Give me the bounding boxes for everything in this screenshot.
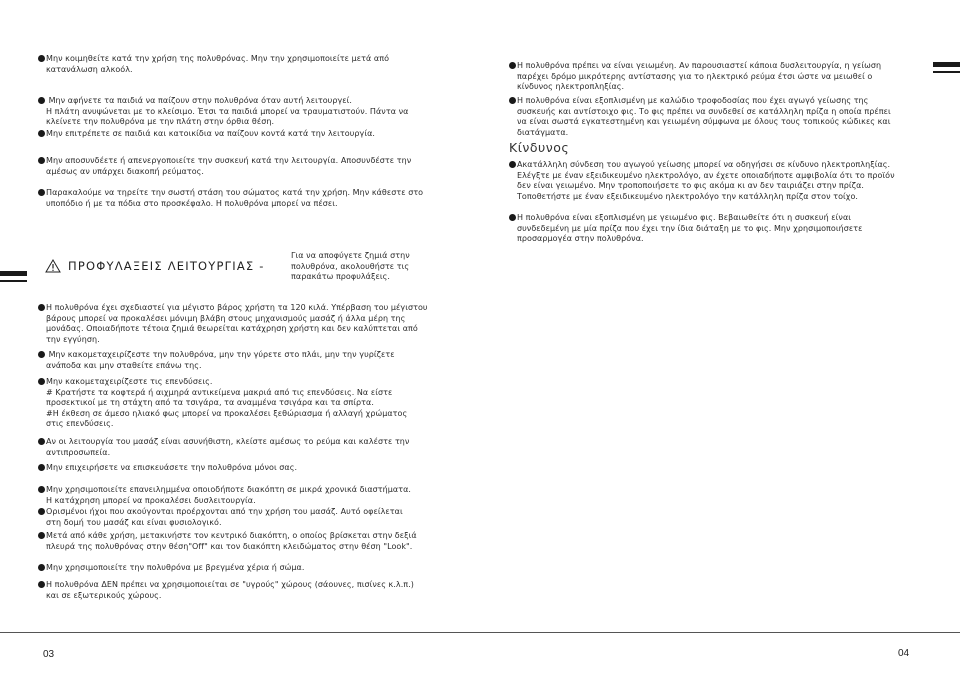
text-line: δεν είναι γειωμένο. Μην τροποποιήσετε το φις ακόμα κι αν δεν ταιριάζει στην πρίζα. — [517, 181, 864, 191]
warning-note-line: πολυθρόνα, ακολουθήστε τις — [291, 261, 410, 271]
bullet-dot-icon — [509, 62, 516, 69]
bullet-paragraph — [38, 485, 411, 506]
bullet-dot-icon — [38, 378, 45, 385]
bullet-dot-icon — [38, 464, 45, 471]
bullet-paragraph — [38, 129, 375, 140]
warning-triangle-icon — [45, 259, 61, 273]
danger-heading: Κίνδυνος — [509, 140, 570, 155]
text-line: αντιπροσωπεία. — [46, 447, 111, 457]
text-line: Μην κοιμηθείτε κατά την χρήση της πολυθρόνας. Μην την χρησιμοποιείτε μετά από — [38, 54, 389, 65]
warning-note-line: Για να αποφύγετε ζημιά στην — [291, 251, 410, 260]
bullet-paragraph — [38, 437, 409, 458]
text-line: στις επενδύσεις. — [46, 419, 114, 429]
text-line: ανάποδα και μην σταθείτε επάνω της. — [46, 360, 202, 370]
bullet-paragraph — [38, 188, 423, 209]
left-edge-tab — [0, 271, 27, 276]
text-line: Η πλάτη ανυψώνεται με το κλείσιμο. Έτσι τα παιδιά μπορεί να τραυματιστούν. Πάντα να — [46, 106, 409, 116]
bullet-paragraph — [38, 531, 417, 552]
text-line: αμέσως αν υπάρχει διακοπή ρεύματος. — [46, 166, 204, 176]
text-line: παρέχει δρόμο μικρότερης αντίστασης για το ηλεκτρικό ρεύμα έτσι ώστε να μειωθεί ο — [517, 71, 873, 81]
text-line: Ελέγξτε με έναν εξειδικευμένο ηλεκτρολόγο, αν έχετε οποιαδήποτε αμφιβολία ότι το προϊόν — [517, 170, 895, 180]
warning-title: ΠΡΟΦΥΛΑΞΕΙΣ ΛΕΙΤΟΥΡΓΙΑΣ - — [68, 259, 265, 273]
text-line: μονάδας. Οποιαδήποτε τέτοια ζημιά θεωρείται κατάχρηση χρήστη και δεν καλύπτεται από — [46, 324, 418, 334]
text-line: Αν οι λειτουργία του μασάζ είναι ασυνήθιστη, κλείστε αμέσως το ρεύμα και καλέστε την — [38, 437, 409, 448]
text-line: Μην επιτρέπετε σε παιδιά και κατοικίδια να παίζουν κοντά κατά την λειτουργία. — [38, 129, 375, 140]
text-line: Μην κακομεταχειρίζεστε τις επενδύσεις. — [38, 377, 407, 388]
bullet-paragraph — [38, 563, 304, 574]
bullet-dot-icon — [38, 351, 45, 358]
bullet-paragraph — [509, 61, 881, 93]
text-line: διατάγματα. — [517, 127, 569, 137]
bullet-dot-icon — [38, 486, 45, 493]
bullet-paragraph — [509, 96, 891, 138]
bullet-dot-icon — [38, 189, 45, 196]
text-line: Η πολυθρόνα πρέπει να είναι γειωμένη. Αν παρουσιαστεί κάποια δυσλειτουργία, η γείωση — [509, 61, 881, 72]
text-line: προσαρμογέα στην πολυθρόνα. — [517, 234, 644, 244]
bullet-dot-icon — [509, 214, 516, 221]
bullet-paragraph — [38, 507, 403, 528]
text-line: Ορισμένοι ήχοι που ακούγονται προέρχονται από την χρήση του μασάζ. Αυτό οφείλεται — [38, 507, 403, 518]
text-line: Η πολυθρόνα ΔΕΝ πρέπει να χρησιμοποιείται σε "υγρούς" χώρους (σάουνες, πισίνες κ.λ.π.) — [38, 580, 414, 591]
text-line: Μην αποσυνδέετε ή απενεργοποιείτε την συσκευή κατά την λειτουργία. Αποσυνδέστε την — [38, 156, 411, 167]
page-number-left: 03 — [43, 649, 55, 660]
bullet-dot-icon — [509, 161, 516, 168]
left-edge-tab-thin — [0, 280, 27, 282]
bullet-paragraph — [38, 580, 414, 601]
text-line: πλευρά της πολυθρόνας στην θέση"Off" και τον διακόπτη κλειδώματος στην θέση "Look". — [46, 541, 413, 551]
bullet-paragraph — [38, 303, 428, 345]
bullet-paragraph — [38, 96, 408, 128]
bullet-dot-icon — [509, 97, 516, 104]
bullet-dot-icon — [38, 438, 45, 445]
text-line: # Κρατήστε τα κοφτερά ή αιχμηρά αντικείμενα μακριά από τις επενδύσεις. Να είστε — [46, 387, 393, 397]
text-line: συσκευής και αντίστοιχο φις. Το φις πρέπει να συνδεθεί σε κατάλληλη πρίζα η οποία πρέπει — [517, 106, 891, 116]
text-line: Τοποθετήστε με έναν εξειδικευμένο ηλεκτρολόγο την κατάλληλη πρίζα στον τοίχο. — [517, 191, 858, 201]
bullet-paragraph — [509, 160, 895, 202]
footer-rule-right — [480, 632, 960, 633]
bullet-dot-icon — [38, 130, 45, 137]
bullet-dot-icon — [38, 97, 45, 104]
text-line: Η πολυθρόνα έχει σχεδιαστεί για μέγιστο βάρος χρήστη τα 120 κιλά. Υπέρβαση του μέγιστου — [38, 303, 428, 314]
text-line: Μην επιχειρήσετε να επισκευάσετε την πολυθρόνα μόνοι σας. — [38, 463, 297, 474]
text-line: Μην χρησιμοποιείτε επανειλημμένα οποιοδήποτε διακόπτη σε μικρά χρονικά διαστήματα. — [38, 485, 411, 496]
bullet-paragraph — [38, 350, 395, 371]
text-line: Η κατάχρηση μπορεί να προκαλέσει δυσλειτουργία. — [46, 495, 256, 505]
text-line: στη δομή του μασάζ και είναι φυσιολογικό. — [46, 517, 222, 527]
text-line: συνδεδεμένη με μία πρίζα που έχει την ίδια διάταξη με το φις. Μην χρησιμοποιήσετε — [517, 223, 863, 233]
text-line: Η πολυθρόνα είναι εξοπλισμένη με καλώδιο τροφοδοσίας που έχει αγωγό γείωσης της — [509, 96, 891, 107]
text-line: Ακατάλληλη σύνδεση του αγωγού γείωσης μπορεί να οδηγήσει σε κίνδυνο ηλεκτροπληξίας. — [509, 160, 895, 171]
bullet-paragraph — [38, 156, 411, 177]
text-line: υποπόδιο ή με τα πόδια στο προσκέφαλο. Η πολυθρόνα μπορεί να πέσει. — [46, 198, 338, 208]
text-line: Παρακαλούμε να τηρείτε την σωστή στάση του σώματος κατά την χρήση. Μην κάθεστε στο — [38, 188, 423, 199]
text-line: και σε εξωτερικούς χώρους. — [46, 590, 162, 600]
text-line: Μην χρησιμοποιείτε την πολυθρόνα με βρεγμένα χέρια ή σώμα. — [38, 563, 304, 574]
text-line: βάρους μπορεί να προκαλέσει μόνιμη βλάβη στους μηχανισμούς μασάζ ή άλλα μέρη της — [46, 313, 406, 323]
text-line: κατανάλωση αλκοόλ. — [46, 64, 133, 74]
bullet-dot-icon — [38, 581, 45, 588]
text-line: κίνδυνος ηλεκτροπληξίας. — [517, 82, 625, 92]
text-line: Μην κακομεταχειρίζεστε την πολυθρόνα, μην την γύρετε στο πλάι, μην την γυρίζετε — [38, 350, 395, 361]
text-line: να είναι σωστά εγκατεστημένη και γειωμένη σύμφωνα με όλους τους τοπικούς κώδικες και — [517, 117, 891, 127]
footer-rule-left — [0, 632, 480, 633]
bullet-dot-icon — [38, 564, 45, 571]
text-line: κλείνετε την πολυθρόνα με την πλάτη στην όρθια θέση. — [46, 117, 275, 127]
bullet-paragraph — [38, 463, 297, 474]
text-line: Μην αφήνετε τα παιδιά να παίζουν στην πολυθρόνα όταν αυτή λειτουργεί. — [38, 96, 408, 107]
text-line: #Η έκθεση σε άμεσο ηλιακό φως μπορεί να προκαλέσει ξεθώριασμα ή αλλαγή χρώματος — [46, 408, 408, 418]
bullet-dot-icon — [38, 157, 45, 164]
bullet-dot-icon — [38, 532, 45, 539]
right-edge-tab-thin — [933, 71, 960, 73]
bullet-dot-icon — [38, 508, 45, 515]
text-line: Μετά από κάθε χρήση, μετακινήστε τον κεντρικό διακόπτη, ο οποίος βρίσκεται στην δεξιά — [38, 531, 417, 542]
text-line: προσεκτικοί με τη στάχτη από τα τσιγάρα, τα αναμμένα τσιγάρα και τα σπίρτα. — [46, 398, 374, 408]
bullet-paragraph — [509, 213, 862, 245]
bullet-dot-icon — [38, 55, 45, 62]
text-line: Η πολυθρόνα είναι εξοπλισμένη με γειωμένο φις. Βεβαιωθείτε ότι η συσκευή είναι — [509, 213, 862, 224]
bullet-dot-icon — [38, 304, 45, 311]
right-edge-tab — [933, 62, 960, 67]
page-number-right: 04 — [898, 648, 910, 659]
bullet-paragraph — [38, 54, 389, 75]
warning-note-line: παρακάτω προφυλάξεις. — [291, 272, 390, 282]
text-line: την εγγύηση. — [46, 334, 100, 344]
bullet-paragraph — [38, 377, 407, 430]
